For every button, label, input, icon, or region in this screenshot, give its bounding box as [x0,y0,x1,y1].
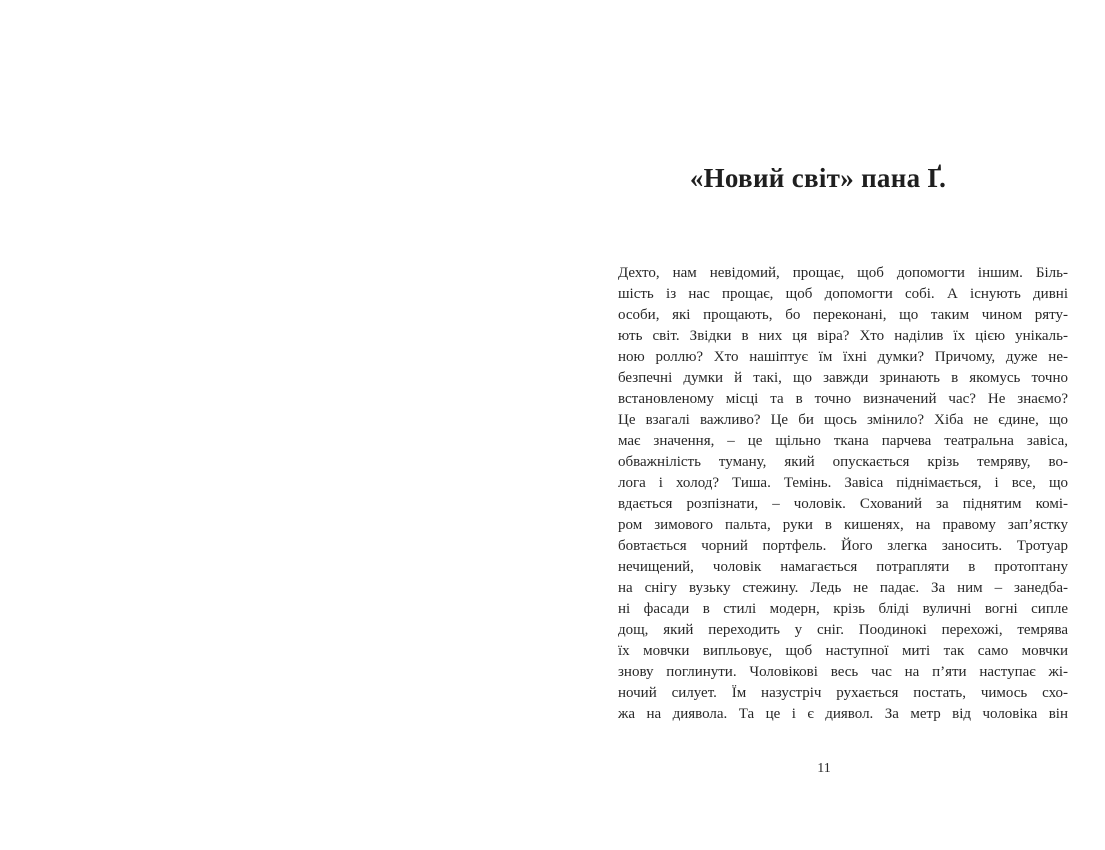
chapter-title: «Новий світ» пана Ґ. [689,163,947,193]
text-line: ють світ. Звідки в них ця віра? Хто наділив їх цією унікаль- [618,328,1068,344]
text-line: має значення, – це щільно ткана парчева театральна завіса, [618,433,1068,449]
body-text-column [618,263,1068,725]
text-line: ні фасади в стилі модерн, крізь бліді вуличні вогні сипле [618,601,1068,617]
text-line: Це взагалі важливо? Це би щось змінило? Хіба не єдине, що [618,412,1068,428]
text-line: шість із нас прощає, щоб допомогти собі. А існують дивні [618,286,1068,302]
text-line: знову поглинути. Чоловікові весь час на п’яти наступає жі- [618,664,1068,680]
text-line: їх мовчки випльовує, щоб наступної миті так само мовчки [618,643,1068,659]
text-line: ночий силует. Їм назустріч рухається постать, чимось схо- [618,685,1068,701]
text-line: особи, які прощають, бо переконані, що таким чином ряту- [618,307,1068,323]
page-number: 11 [817,761,831,776]
text-line: на снігу вузьку стежину. Ледь не падає. За ним – занедба- [618,580,1068,596]
text-line: бовтається чорний портфель. Його злегка заносить. Тротуар [618,538,1068,554]
text-line: ром зимового пальта, руки в кишенях, на правому зап’ястку [618,517,1068,533]
text-line: вдається розпізнати, – чоловік. Схований за піднятим комі- [618,496,1068,512]
text-line: Дехто, нам невідомий, прощає, щоб допомогти іншим. Біль- [618,265,1068,281]
text-line: лога і холод? Тиша. Темінь. Завіса піднімається, і все, що [618,475,1068,491]
text-line: ною роллю? Хто нашіптує їм їхні думки? Причому, дуже не- [618,349,1068,365]
text-line: дощ, який переходить у сніг. Поодинокі перехожі, темрява [618,622,1068,638]
text-line: обважнілість туману, який опускається крізь темряву, во- [618,454,1068,470]
text-line: безпечні думки й такі, що завжди зринають в якомусь точно [618,370,1068,386]
text-line: нечищений, чоловік намагається потрапляти в протоптану [618,559,1068,575]
text-line: жа на диявола. Та це і є диявол. За метр від чоловіка він [618,706,1068,722]
text-line: встановленому місці та в точно визначений час? Не знаємо? [618,391,1068,407]
